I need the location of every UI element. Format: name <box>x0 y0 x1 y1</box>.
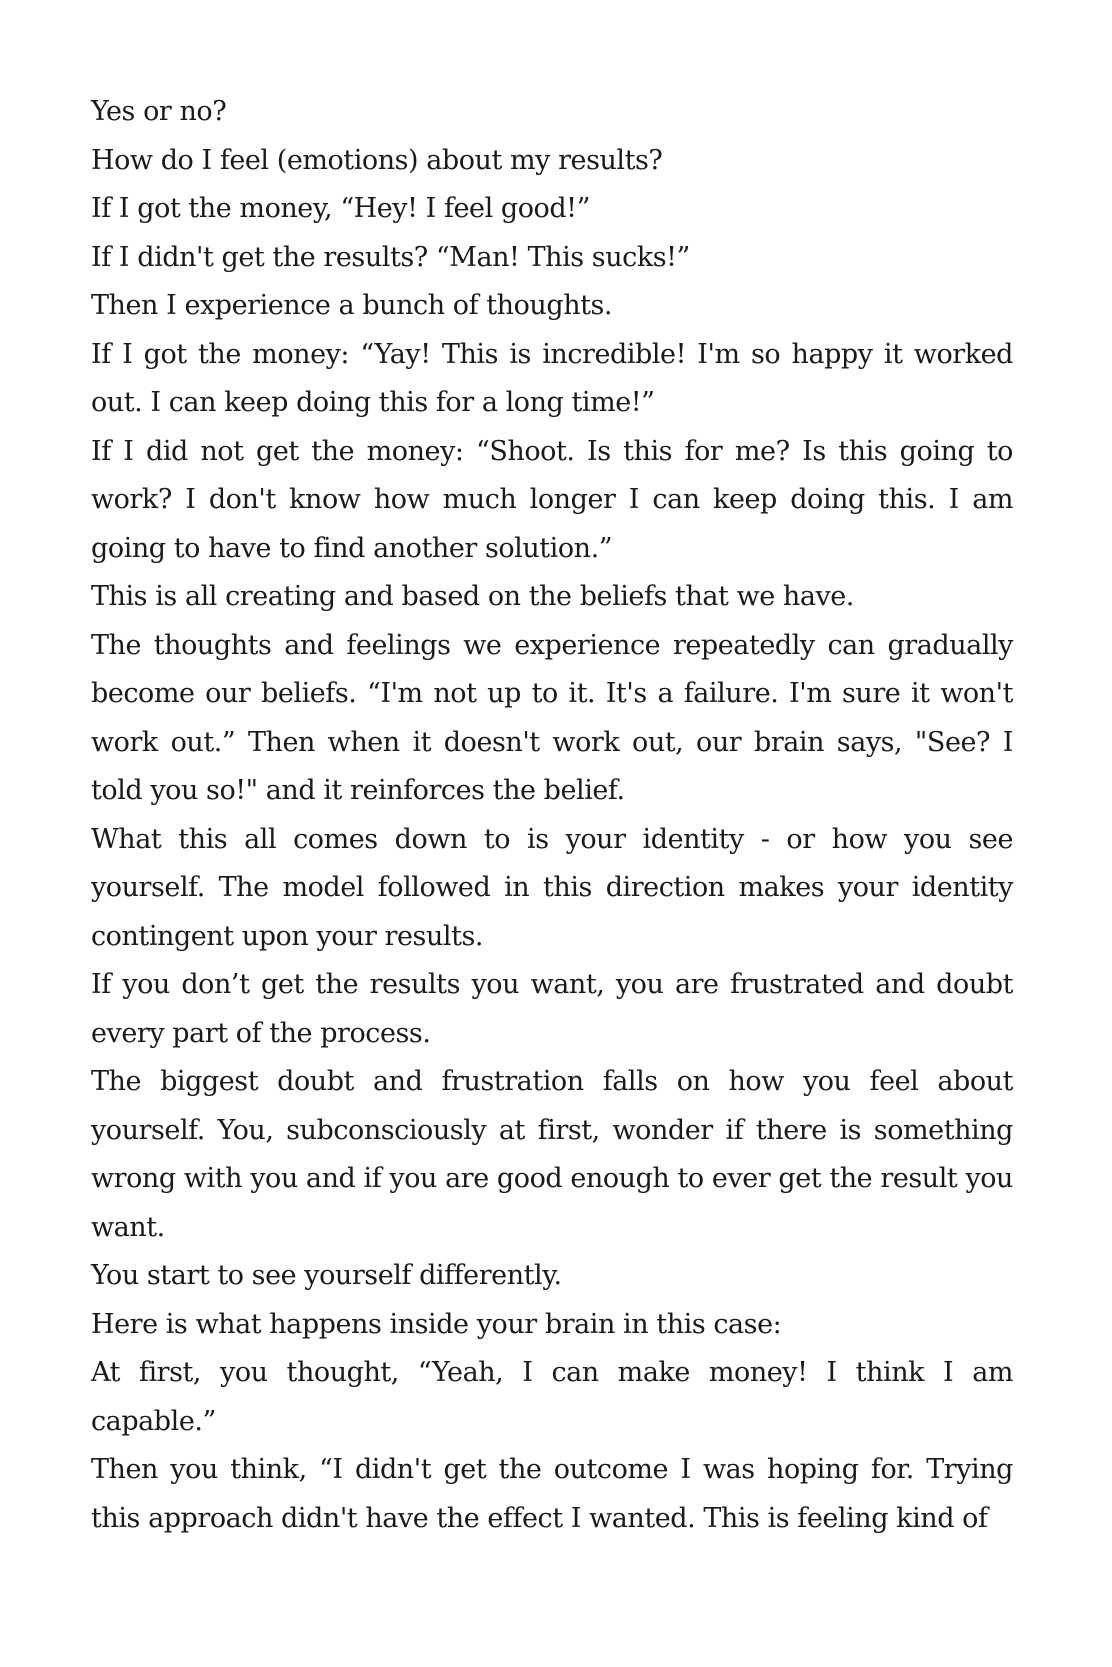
paragraph-at-first: At first, you thought, “Yeah, I can make money! I think I am capable.” <box>91 1357 1013 1437</box>
paragraph-yes-or-no: Yes or no? <box>91 96 227 127</box>
paragraph-no-money-thoughts: If I did not get the money: “Shoot. Is this for me? Is this going to work? I don't know how much longer I can keep doing this. I am going to have to find another solution.” <box>91 435 1013 564</box>
paragraph-repeated-thoughts: The thoughts and feelings we experience repeatedly can gradually become our beliefs. “I'm not up to it. It's a failure. I'm sure it won't work out.” Then when it doesn't work out, our brain says, "See? I told you so!" and it reinforces the belief. <box>91 629 1013 806</box>
paragraph-got-money-thoughts: If I got the money: “Yay! This is incredible! I'm so happy it worked out. I can keep doing this for a long time!” <box>91 338 1013 418</box>
paragraph-feel-question: How do I feel (emotions) about my results? <box>91 144 663 176</box>
paragraph-see-differently: You start to see yourself differently. <box>91 1260 562 1291</box>
paragraph-got-money-feeling: If I got the money, “Hey! I feel good!” <box>91 193 590 224</box>
paragraph-identity: What this all comes down to is your identity - or how you see yourself. The model followed in this direction makes your identity contingent upon your results. <box>91 823 1013 952</box>
page-body <box>91 88 1013 1543</box>
paragraph-inside-brain: Here is what happens inside your brain in this case: <box>91 1308 782 1340</box>
paragraph-beliefs: This is all creating and based on the beliefs that we have. <box>91 581 854 612</box>
paragraph-then-you-think: Then you think, “I didn't get the outcome I was hoping for. Trying this approach didn't have the effect I wanted. This is feeling kind of <box>91 1454 1013 1534</box>
paragraph-frustration: If you don’t get the results you want, you are frustrated and doubt every part of the process. <box>91 969 1013 1049</box>
paragraph-thoughts: Then I experience a bunch of thoughts. <box>91 290 613 321</box>
paragraph-no-results-feeling: If I didn't get the results? “Man! This sucks!” <box>91 241 690 273</box>
paragraph-biggest-doubt: The biggest doubt and frustration falls on how you feel about yourself. You, subconsciously at first, wonder if there is something wrong with you and if you are good enough to ever get the result you want. <box>91 1066 1013 1243</box>
